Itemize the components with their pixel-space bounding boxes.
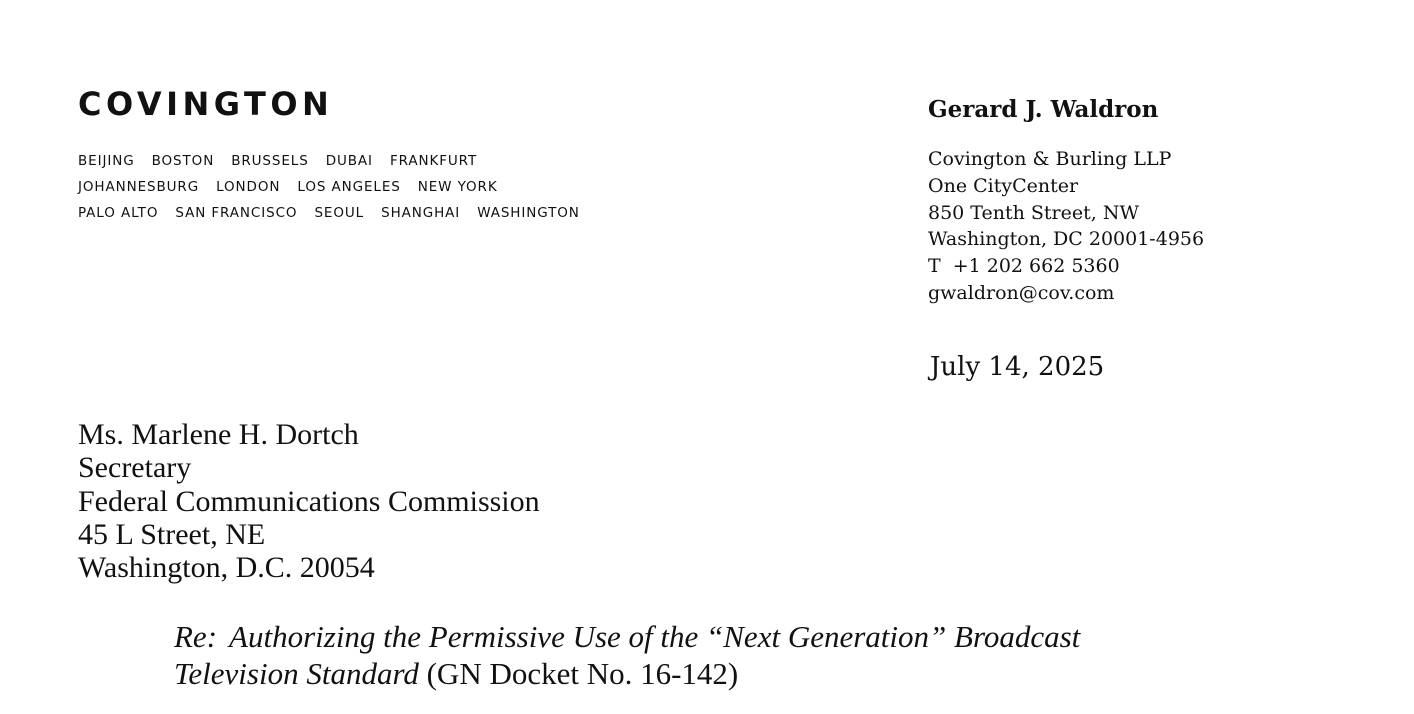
office-location: DUBAI [325,153,373,169]
office-row-1 [78,148,580,174]
sender-phone: +1 202 662 5360 [952,255,1120,278]
sender-phone-line [928,253,1204,280]
office-location: SHANGHAI [381,205,461,221]
sender-city-state-zip: Washington, DC 20001-4956 [928,228,1205,251]
subject-title-line-1: Authorizing the Permissive Use of the “Next Generation” Broadcast [229,619,1081,654]
subject-title-line-2: Television Standard [174,656,419,691]
recipient-title: Secretary [78,451,192,485]
subject-line-2 [174,655,1080,692]
recipient-block [78,418,540,584]
office-location: PALO ALTO [78,205,159,221]
sender-block [928,94,1204,307]
phone-prefix: T [928,255,941,278]
office-location: FRANKFURT [389,153,478,169]
office-row-3 [78,200,580,226]
office-location: SAN FRANCISCO [175,205,298,221]
office-location: SEOUL [314,205,365,221]
office-location: BOSTON [151,153,215,169]
sender-firm: Covington & Burling LLP [928,148,1172,170]
office-location: LOS ANGELES [297,179,401,195]
office-location: BRUSSELS [231,153,309,169]
firm-logo: COVINGTON [78,85,334,123]
sender-building: One CityCenter [928,174,1079,197]
office-location: JOHANNESBURG [78,179,200,195]
sender-email[interactable]: gwaldron@cov.com [928,281,1115,304]
office-location: BEIJING [78,153,135,169]
office-location: WASHINGTON [477,205,580,221]
recipient-street: 45 L Street, NE [78,517,266,551]
sender-street: 850 Tenth Street, NW [928,201,1139,224]
recipient-organization: Federal Communications Commission [78,484,540,518]
office-row-2 [78,174,580,200]
office-location: LONDON [216,179,281,195]
subject-label: Re: [174,619,218,654]
office-location: NEW YORK [417,179,498,195]
letter-date: July 14, 2025 [930,352,1105,382]
recipient-city-state-zip: Washington, D.C. 20054 [78,551,375,585]
office-locations [78,148,580,226]
sender-name: Gerard J. Waldron [928,96,1159,123]
subject-line-1 [174,618,1080,655]
recipient-name: Ms. Marlene H. Dortch [78,418,359,451]
subject-docket: (GN Docket No. 16-142) [426,656,739,691]
subject-block [174,618,1080,692]
